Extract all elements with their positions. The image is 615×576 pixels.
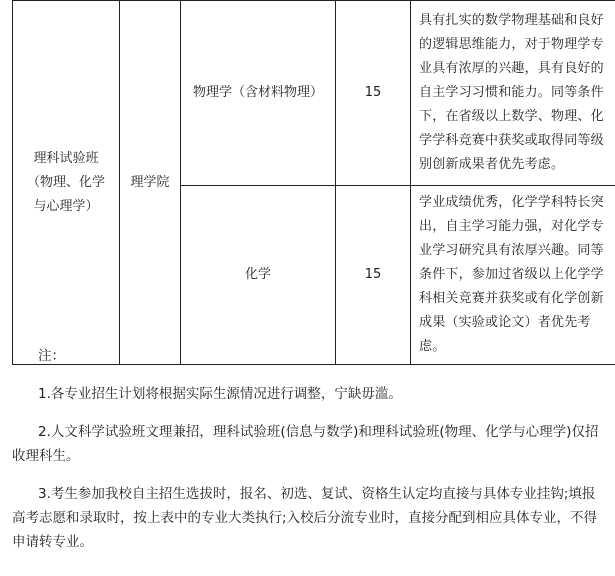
requirement-cell [411,1,615,186]
college-name: 理学院 [130,174,170,190]
admission-table [12,0,615,365]
major-cell [181,1,336,186]
class-name-cell [13,1,120,365]
notes-section [12,344,608,568]
college-cell [120,1,181,365]
quota-value: 15 [364,267,382,282]
quota-cell [336,1,411,186]
major-cell [181,186,336,365]
requirement-cell [411,186,615,365]
requirement-text: 学业成绩优秀，化学学科特长突出，自主学习能力强，对化学专业学习研究具有浓厚兴趣。同等条件下，参加过省级以上化学学科相关竞赛并获奖或有化学创新成果（实验或论文）者优先考虑。 [419,195,604,354]
note-item: 3.考生参加我校自主招生选拔时，报名、初选、复试、资格生认定均直接与具体专业挂钩;填报高考志愿和录取时，按上表中的专业大类执行;入校后分流专业时，直接分配到相应具体专业，不得申请转专业。 [12,486,598,550]
note-item: 2.人文科学试验班文理兼招，理科试验班(信息与数学)和理科试验班(物理、化学与心理学)仅招收理科生。 [12,424,599,464]
class-name: 理科试验班（物理、化学与心理学） [26,150,105,214]
notes-title: 注： [38,348,65,364]
major-name: 化学 [244,267,271,282]
quota-value: 15 [364,85,382,100]
major-name: 物理学（含材料物理） [192,85,323,100]
note-item: 1.各专业招生计划将根据实际生源情况进行调整，宁缺毋滥。 [38,386,402,402]
requirement-text: 具有扎实的数学物理基础和良好的逻辑思维能力，对于物理学专业具有浓厚的兴趣，具有良好的自主学习习惯和能力。同等条件下，在省级以上数学、物理、化学学科竞赛中获奖或取得同等级别创新成果者优先考虑。 [419,13,604,172]
quota-cell [336,186,411,365]
table-row [13,1,615,186]
